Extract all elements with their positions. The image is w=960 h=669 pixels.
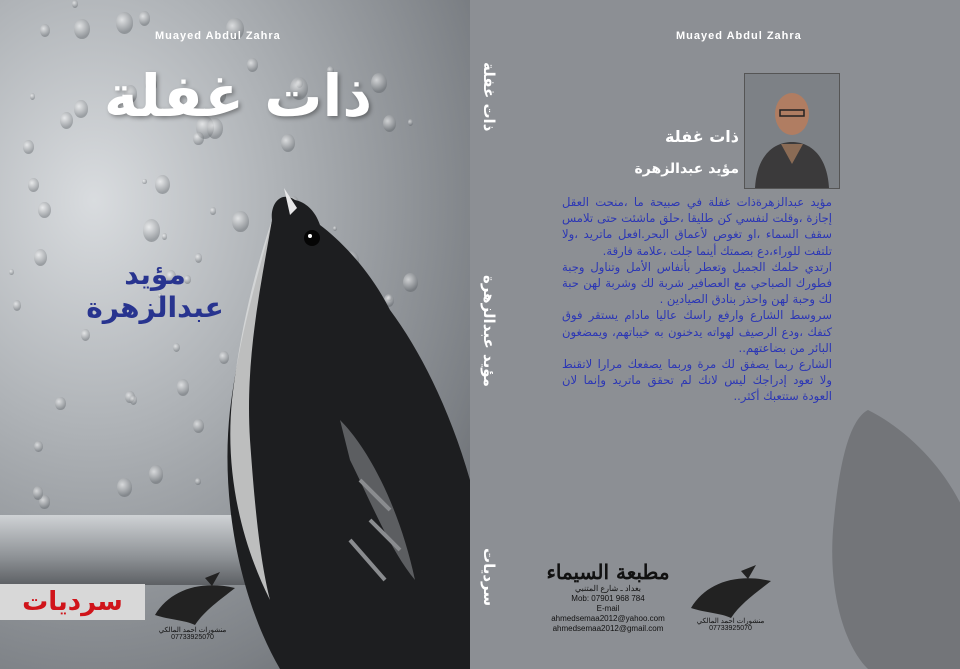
ghost-bird-illustration (808, 400, 960, 669)
rain-drop (55, 397, 66, 411)
press-address: بغداد ـ شارع المتنبي (574, 584, 642, 593)
press-info (538, 560, 678, 634)
author-photo (744, 73, 840, 189)
spine-series: سرديات (480, 548, 498, 607)
book-spine (470, 0, 508, 669)
press-email-label: E-mail (596, 604, 620, 613)
rain-drop (162, 233, 167, 239)
rain-drop (81, 329, 90, 341)
bird-illustration (200, 180, 470, 669)
rain-drop (143, 219, 160, 242)
back-book-title: ذات غفلة (664, 127, 739, 146)
rain-drop (40, 24, 50, 37)
blurb-paragraph: مؤيد عبدالزهرةذات غفلة في صبيحة ما ،منحت العقل إجازة ،وقلت لنفسي كن طليقا ،حلق ماشئت حتى تلامس سقف السماء ،او تغوص لأعماق البحر.افعل ماتريد ،ولا تلتفت للوراء،دع بصمتك أينما جلت ،علامة فارقة. (562, 195, 832, 258)
rain-drop (60, 112, 73, 129)
rain-drop (139, 11, 150, 26)
rain-drop (142, 179, 146, 185)
rain-drop (38, 202, 51, 219)
book-title: ذات غفلة (103, 62, 373, 130)
rain-drop (149, 465, 163, 484)
rain-drop (72, 0, 78, 8)
press-email: ahmedsemaa2012@yahoo.com (551, 614, 665, 623)
rain-drop (34, 441, 43, 453)
rain-drop (193, 132, 203, 145)
rain-drop (28, 178, 39, 192)
blurb-text (562, 194, 832, 405)
series-label: سرديات (0, 584, 145, 620)
press-name: مطبعة السيماء (546, 560, 670, 584)
blurb-paragraph: ارتدي حلمك الجميل وتعطر بأنفاس الأمل وتناول وجبة فطورك الصباحي مع العصافير شربة لك وشربة لهن حبة لك وحبة لهن واحذر بنادق الصيادين . (562, 259, 832, 307)
rain-drop (74, 100, 87, 118)
publisher-logo-text-back (683, 617, 778, 632)
publisher-phone-back: 07733925070 (709, 625, 752, 632)
front-cover (0, 0, 470, 669)
back-author-arabic: مؤيد عبدالزهرة (634, 161, 739, 177)
rain-drop (130, 395, 137, 404)
rain-drop (34, 249, 47, 266)
rain-drop (13, 300, 21, 311)
spine-author: مؤيد عبدالزهرة (480, 275, 498, 387)
author-arabic: مؤيد عبدالزهرة (86, 258, 224, 324)
author-latin-top: Muayed Abdul Zahra (155, 30, 281, 42)
blurb-paragraph: سروسط الشارع وارفع راسك عاليا مادام يستقر فوق كتفك ،ودع الرصيف لهواته يدخنون به خيباتهم، ويمضغون البائر من بضاعتهم.. (562, 308, 832, 355)
press-email: ahmedsemaa2012@gmail.com (552, 624, 664, 633)
rain-drop (9, 269, 14, 276)
rain-drop (117, 478, 131, 497)
publisher-logo-text (145, 626, 240, 641)
publisher-name-front: منشورات احمد المالكي (158, 627, 227, 634)
rain-drop (116, 12, 133, 34)
rain-drop (74, 19, 90, 39)
publisher-phone-front: 07733925070 (171, 634, 214, 641)
blurb-paragraph: الشارع ربما يصفق لك مرة وربما يصفعك مرارا لاتقنط ولا تعود إدراجك ليس لانك لم تحقق ماتريد وإنما لان العودة ستتعبك أكثر.. (562, 357, 832, 404)
rain-drop (408, 119, 413, 126)
press-mobile: Mob: 07901 968 784 (571, 594, 645, 603)
back-cover (508, 0, 960, 669)
rain-drop (23, 140, 34, 154)
rain-drop (155, 175, 170, 194)
spine-title: ذات غفلة (480, 62, 498, 132)
rain-drop (281, 134, 295, 152)
rain-drop (173, 343, 180, 352)
author-latin-top-back: Muayed Abdul Zahra (676, 30, 802, 42)
publisher-name-back: منشورات احمد المالكي (696, 618, 765, 625)
rain-drop (33, 486, 43, 499)
rain-drop (30, 93, 35, 100)
rain-drop (177, 379, 189, 395)
